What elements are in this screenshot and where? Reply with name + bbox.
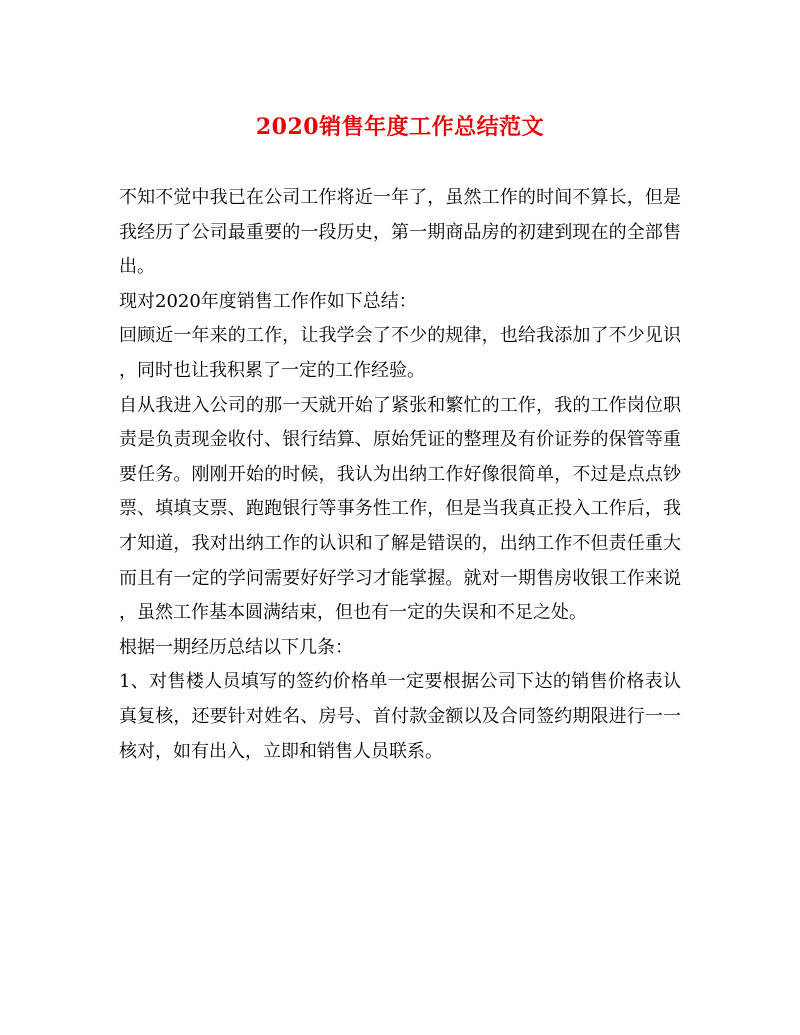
paragraph-summary-lead: 现对2020年度销售工作作如下总结： — [119, 290, 417, 312]
document-title: 2020销售年度工作总结范文 — [255, 114, 545, 140]
paragraph-point-1: 1、对售楼人员填写的签约价格单一定要根据公司下达的销售价格表认真复核，还要针对姓名、房号、首付款金额以及合同签约期限进行一一核对，如有出入，立即和销售人员联系。 — [119, 671, 681, 762]
document-body — [119, 181, 681, 769]
paragraph-review: 回顾近一年来的工作，让我学会了不少的规律，也给我添加了不少见识，同时也让我积累了一定的工作经验。 — [119, 325, 681, 381]
paragraph-points-lead: 根据一期经历总结以下几条： — [119, 636, 353, 658]
paragraph-intro: 不知不觉中我已在公司工作将近一年了，虽然工作的时间不算长，但是我经历了公司最重要的一段历史，第一期商品房的初建到现在的全部售出。 — [119, 187, 681, 278]
paragraph-duties: 自从我进入公司的那一天就开始了紧张和繁忙的工作，我的工作岗位职责是负责现金收付、银行结算、原始凭证的整理及有价证券的保管等重要任务。刚刚开始的时候，我认为出纳工作好像很简单，不过是点点钞票、填填支票、跑跑银行等事务性工作，但是当我真正投入工作后，我才知道，我对出纳工作的认识和了解是错误的，出纳工作不但责任重大而且有一定的学问需要好好学习才能掌握。就对一期售房收银工作来说，虽然工作基本圆满结束，但也有一定的失误和不足之处。 — [119, 394, 681, 624]
